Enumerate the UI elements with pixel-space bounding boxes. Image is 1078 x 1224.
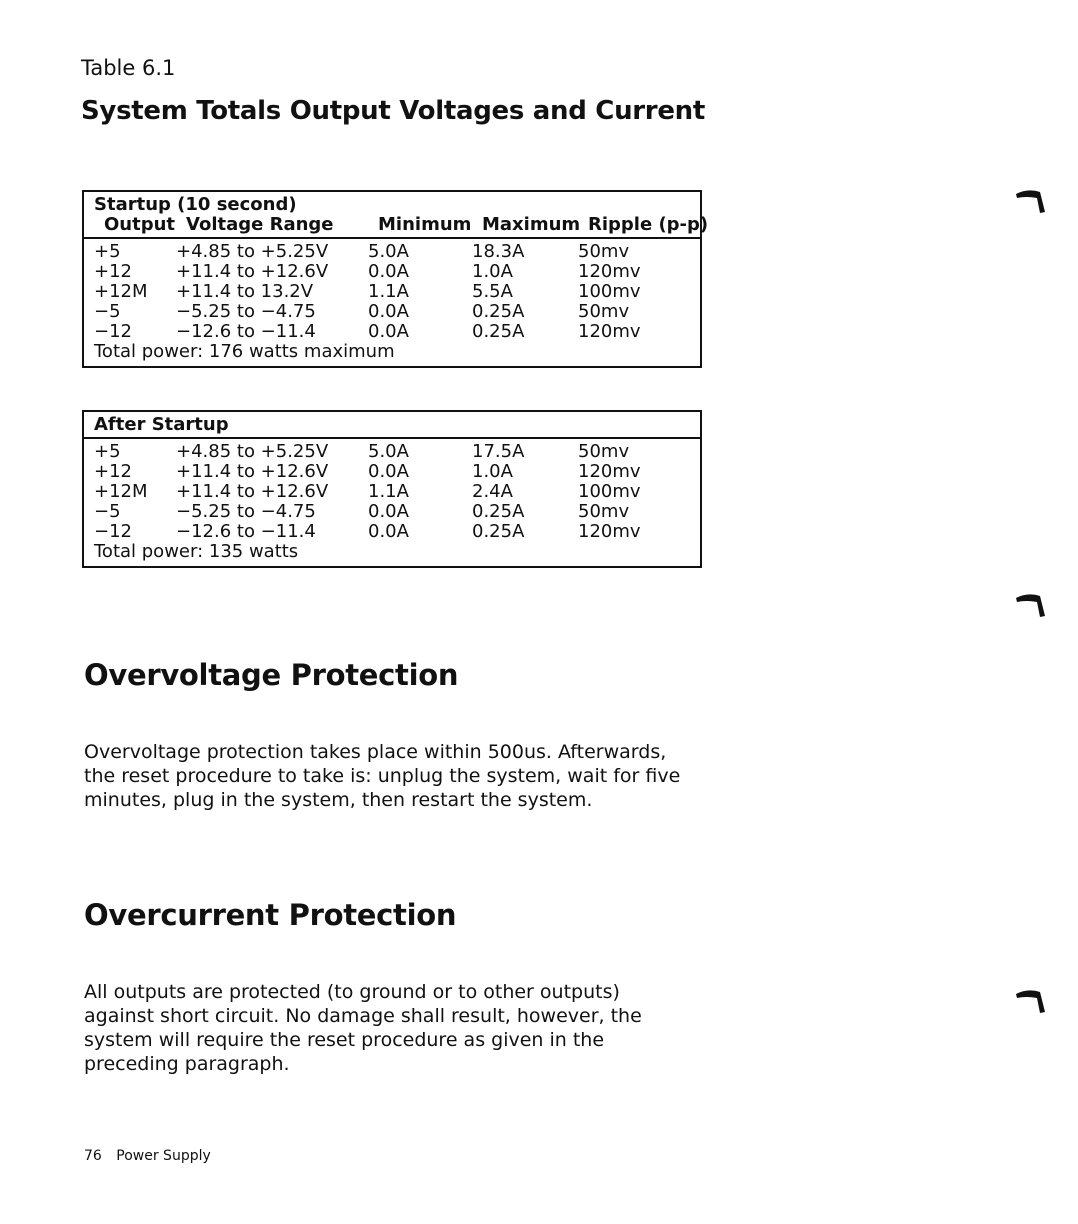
cell-voltage-range: −5.25 to −4.75 <box>176 501 316 522</box>
cell-maximum: 0.25A <box>472 321 525 342</box>
cell-output: +12M <box>94 481 148 502</box>
table-row <box>84 522 700 542</box>
cell-maximum: 0.25A <box>472 301 525 322</box>
binding-mark-icon <box>1014 590 1048 620</box>
cell-maximum: 17.5A <box>472 441 525 462</box>
cell-minimum: 0.0A <box>368 521 409 542</box>
table-row <box>84 302 700 322</box>
cell-maximum: 0.25A <box>472 501 525 522</box>
table-row <box>84 462 700 482</box>
cell-ripple: 100mv <box>578 281 641 302</box>
page-footer <box>84 1148 211 1164</box>
table-title: System Totals Output Voltages and Current <box>81 96 706 126</box>
cell-voltage-range: +11.4 to +12.6V <box>176 461 329 482</box>
cell-output: +12 <box>94 461 132 482</box>
cell-ripple: 120mv <box>578 461 641 482</box>
after-startup-table-body <box>84 439 700 562</box>
table-row <box>84 322 700 342</box>
overcurrent-heading: Overcurrent Protection <box>84 898 457 932</box>
column-header-ripple: Ripple (p-p) <box>588 214 709 235</box>
cell-minimum: 5.0A <box>368 441 409 462</box>
cell-ripple: 120mv <box>578 521 641 542</box>
overvoltage-heading: Overvoltage Protection <box>84 658 459 692</box>
cell-ripple: 50mv <box>578 441 630 462</box>
column-header-maximum: Maximum <box>482 214 581 235</box>
table-row <box>84 442 700 462</box>
cell-voltage-range: +4.85 to +5.25V <box>176 241 329 262</box>
cell-minimum: 0.0A <box>368 501 409 522</box>
cell-minimum: 5.0A <box>368 241 409 262</box>
column-headers <box>94 214 709 235</box>
column-header-voltage-range: Voltage Range <box>186 214 334 235</box>
cell-minimum: 0.0A <box>368 301 409 322</box>
after-startup-table-header <box>84 412 700 439</box>
startup-heading: Startup (10 second) <box>94 194 297 215</box>
table-row <box>84 282 700 302</box>
binding-mark-icon <box>1014 186 1048 216</box>
cell-maximum: 1.0A <box>472 461 513 482</box>
after-startup-table <box>82 410 702 568</box>
cell-output: −12 <box>94 521 132 542</box>
cell-voltage-range: +11.4 to 13.2V <box>176 281 314 302</box>
cell-output: +12 <box>94 261 132 282</box>
cell-ripple: 120mv <box>578 321 641 342</box>
cell-ripple: 50mv <box>578 241 630 262</box>
cell-minimum: 1.1A <box>368 481 409 502</box>
cell-output: −12 <box>94 321 132 342</box>
cell-maximum: 5.5A <box>472 281 513 302</box>
table-row <box>84 482 700 502</box>
cell-output: −5 <box>94 501 121 522</box>
table-number: Table 6.1 <box>81 56 176 80</box>
cell-ripple: 50mv <box>578 301 630 322</box>
cell-minimum: 0.0A <box>368 321 409 342</box>
cell-output: +5 <box>94 441 121 462</box>
startup-table-header <box>84 192 709 239</box>
footer-section: Power Supply <box>116 1148 211 1164</box>
table-row <box>84 262 700 282</box>
overcurrent-paragraph: All outputs are protected (to ground or to other outputs) against short circuit. No damage shall result, however, the system will require the reset procedure as given in the preceding paragraph. <box>84 981 642 1075</box>
cell-ripple: 100mv <box>578 481 641 502</box>
table-row <box>84 502 700 522</box>
cell-output: −5 <box>94 301 121 322</box>
column-header-minimum: Minimum <box>378 214 472 235</box>
cell-voltage-range: −12.6 to −11.4 <box>176 321 316 342</box>
table-row <box>84 242 700 262</box>
cell-voltage-range: +4.85 to +5.25V <box>176 441 329 462</box>
cell-maximum: 2.4A <box>472 481 513 502</box>
cell-voltage-range: −5.25 to −4.75 <box>176 301 316 322</box>
cell-minimum: 0.0A <box>368 461 409 482</box>
total-power: Total power: 176 watts maximum <box>94 341 395 362</box>
page-number: 76 <box>84 1148 102 1164</box>
startup-table-body <box>84 239 700 362</box>
cell-maximum: 0.25A <box>472 521 525 542</box>
column-header-output: Output <box>104 214 176 235</box>
cell-ripple: 120mv <box>578 261 641 282</box>
cell-maximum: 18.3A <box>472 241 525 262</box>
cell-minimum: 1.1A <box>368 281 409 302</box>
overvoltage-paragraph: Overvoltage protection takes place within 500us. Afterwards, the reset procedure to take is: unplug the system, wait for five minutes, plug in the system, then restart the system. <box>84 741 681 811</box>
binding-mark-icon <box>1014 986 1048 1016</box>
cell-minimum: 0.0A <box>368 261 409 282</box>
after-startup-heading: After Startup <box>94 414 229 435</box>
startup-table <box>82 190 709 368</box>
cell-output: +12M <box>94 281 148 302</box>
cell-voltage-range: −12.6 to −11.4 <box>176 521 316 542</box>
cell-voltage-range: +11.4 to +12.6V <box>176 481 329 502</box>
cell-ripple: 50mv <box>578 501 630 522</box>
cell-output: +5 <box>94 241 121 262</box>
cell-voltage-range: +11.4 to +12.6V <box>176 261 329 282</box>
cell-maximum: 1.0A <box>472 261 513 282</box>
total-power: Total power: 135 watts <box>94 541 299 562</box>
